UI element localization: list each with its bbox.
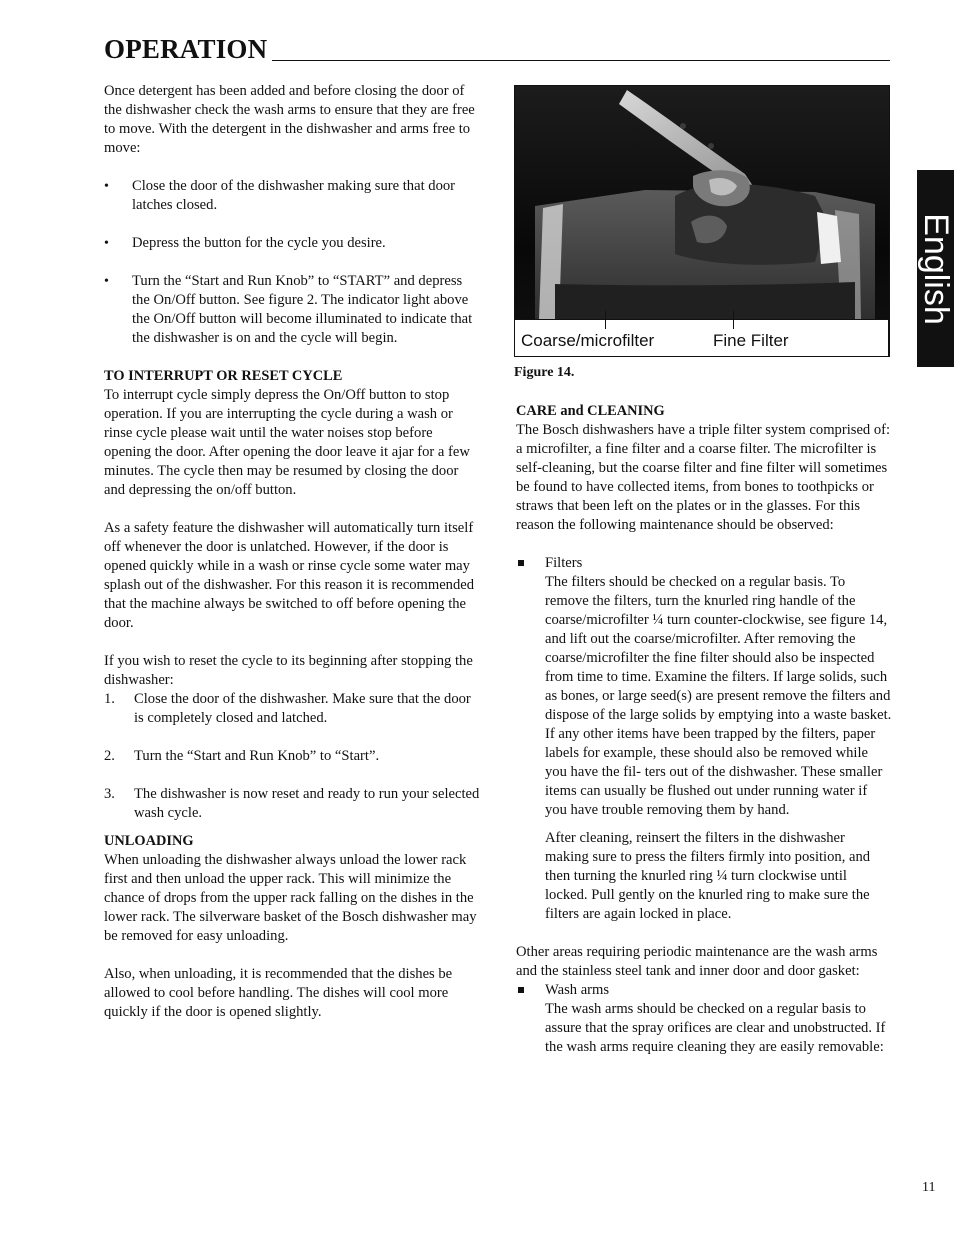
coarse-pointer-line (605, 311, 606, 329)
page-number: 11 (922, 1180, 936, 1195)
filters-item (516, 554, 892, 573)
care-paragraph: The Bosch dishwashers have a triple filter system comprised of: a microfilter, a fine filter and a coarse filter. The microfilter is self-cleaning, but the coarse filter and fine filter will sometimes be found to have collected items, from bones to toothpicks or straws that been left on the plates or in the glasses. For this reason the following maintenance should be observed: (516, 422, 891, 533)
step-number: 1. (104, 691, 115, 707)
filters-paragraph: The filters should be checked on a regular basis. To remove the filters, turn the knurled ring handle of the coarse/microfilter ¼ turn counter-clockwise, see figure 14, and lift out the coarse/microfilter. After removing the coarse/microfilter the fine filter should also be inspected from time to time. Examine the filters. If large solids, such as bones, or large seed(s) are present remove the filters and dispose of the large solids by emptying into a waste basket. If any other items have been trapped by the filters, paper labels for example, these should also be removed while you have the fil- ters out of the dishwasher. These smaller items can usually be flushed out under running water if you have trouble removing them by hand. (545, 574, 892, 818)
reset-steps-list (104, 690, 482, 823)
list-item (104, 177, 482, 215)
step-text: Depress the button for the cycle you desire. (132, 235, 386, 251)
list-item (104, 747, 482, 766)
figure-label-bar (515, 319, 888, 356)
interrupt-paragraph: To interrupt cycle simply depress the On/Off button to stop operation. If you are interrupting the cycle during a wash or rinse cycle please wait until the water noises stop before opening the door. After opening the door leave it ajar for a few minutes. The cycle then may be resumed by closing the door and depressing the on/off button. (104, 387, 470, 498)
fine-pointer-line (733, 311, 734, 329)
step-number: 2. (104, 748, 115, 764)
step-text: The dishwasher is now reset and ready to run your selected wash cycle. (134, 786, 480, 821)
filter-figure (514, 85, 890, 357)
fine-filter-label: Fine Filter (713, 331, 789, 350)
coarse-filter-label: Coarse/microfilter (521, 331, 655, 350)
wash-arms-paragraph: The wash arms should be checked on a regular basis to assure that the spray orifices are clear and unobstructed. If the wash arms require cleaning they are easily removable: (545, 1001, 886, 1055)
right-column (516, 402, 892, 1057)
list-item (104, 272, 482, 348)
square-bullet-icon (518, 560, 524, 566)
list-item (104, 690, 482, 728)
bullet-icon: • (104, 236, 109, 251)
bullet-icon: • (104, 179, 109, 194)
filter-photo (515, 86, 890, 357)
safety-paragraph: As a safety feature the dishwasher will automatically turn itself off whenever the door is unlatched. However, if the door is opened quickly while in a wash or rinse cycle some water may splash out of the dishwasher. For this reason it is recommended that the machine always be switched to off before opening the door. (104, 520, 475, 631)
interrupt-heading: TO INTERRUPT OR RESET CYCLE (104, 368, 343, 384)
step-text: Turn the “Start and Run Knob” to “START” and depress the On/Off button. See figure 2. The indicator light above the On/Off button will become illuminated to indicate that the dishwasher is on and the cycle will begin. (132, 273, 473, 346)
other-areas-paragraph: Other areas requiring periodic maintenance are the wash arms and the stainless steel tank and inner door and door gasket: (516, 944, 878, 979)
unloading-paragraph: When unloading the dishwasher always unload the lower rack first and then unload the upper rack. This will minimize the chance of drops from the upper rack falling on the dishes in the lower rack. The silverware basket of the Bosch dishwasher may be removed for easy unloading. (104, 852, 477, 944)
reinsert-paragraph: After cleaning, reinsert the filters in the dishwasher making sure to press the filters firmly into position, and then turning the knurled ring ¼ turn clockwise until locked. Pull gently on the knurled ring to make sure the filters are again locked in place. (545, 830, 871, 922)
step-text: Turn the “Start and Run Knob” to “Start”. (134, 748, 380, 764)
step-text: Close the door of the dishwasher. Make sure that the door is completely closed and latched. (134, 691, 471, 726)
wash-arms-label: Wash arms (545, 982, 610, 998)
square-bullet-icon (518, 987, 524, 993)
left-column (104, 82, 482, 1022)
bullet-icon: • (104, 274, 109, 289)
list-item (104, 785, 482, 823)
page-header (104, 30, 890, 64)
language-tab (917, 170, 954, 367)
unloading-heading: UNLOADING (104, 833, 194, 849)
intro-paragraph: Once detergent has been added and before closing the door of the dishwasher check the wash arms to ensure that they are free to move. With the detergent in the dishwasher and arms free to move: (104, 83, 475, 156)
figure-caption: Figure 14. (514, 365, 575, 380)
care-heading: CARE and CLEANING (516, 403, 665, 419)
page-title: OPERATION (104, 34, 268, 64)
reset-intro-paragraph: If you wish to reset the cycle to its beginning after stopping the dishwasher: (104, 653, 473, 688)
header-rule (272, 60, 890, 61)
step-number: 3. (104, 786, 115, 802)
list-item (104, 234, 482, 253)
step-text: Close the door of the dishwasher making sure that door latches closed. (132, 178, 456, 213)
wash-arms-item (516, 981, 892, 1000)
cooling-paragraph: Also, when unloading, it is recommended that the dishes be allowed to cool before handling. The dishes will cool more quickly if the door is opened slightly. (104, 966, 453, 1020)
filters-label: Filters (545, 555, 583, 571)
language-tab-label: English (916, 212, 954, 325)
operation-steps-list (104, 177, 482, 348)
